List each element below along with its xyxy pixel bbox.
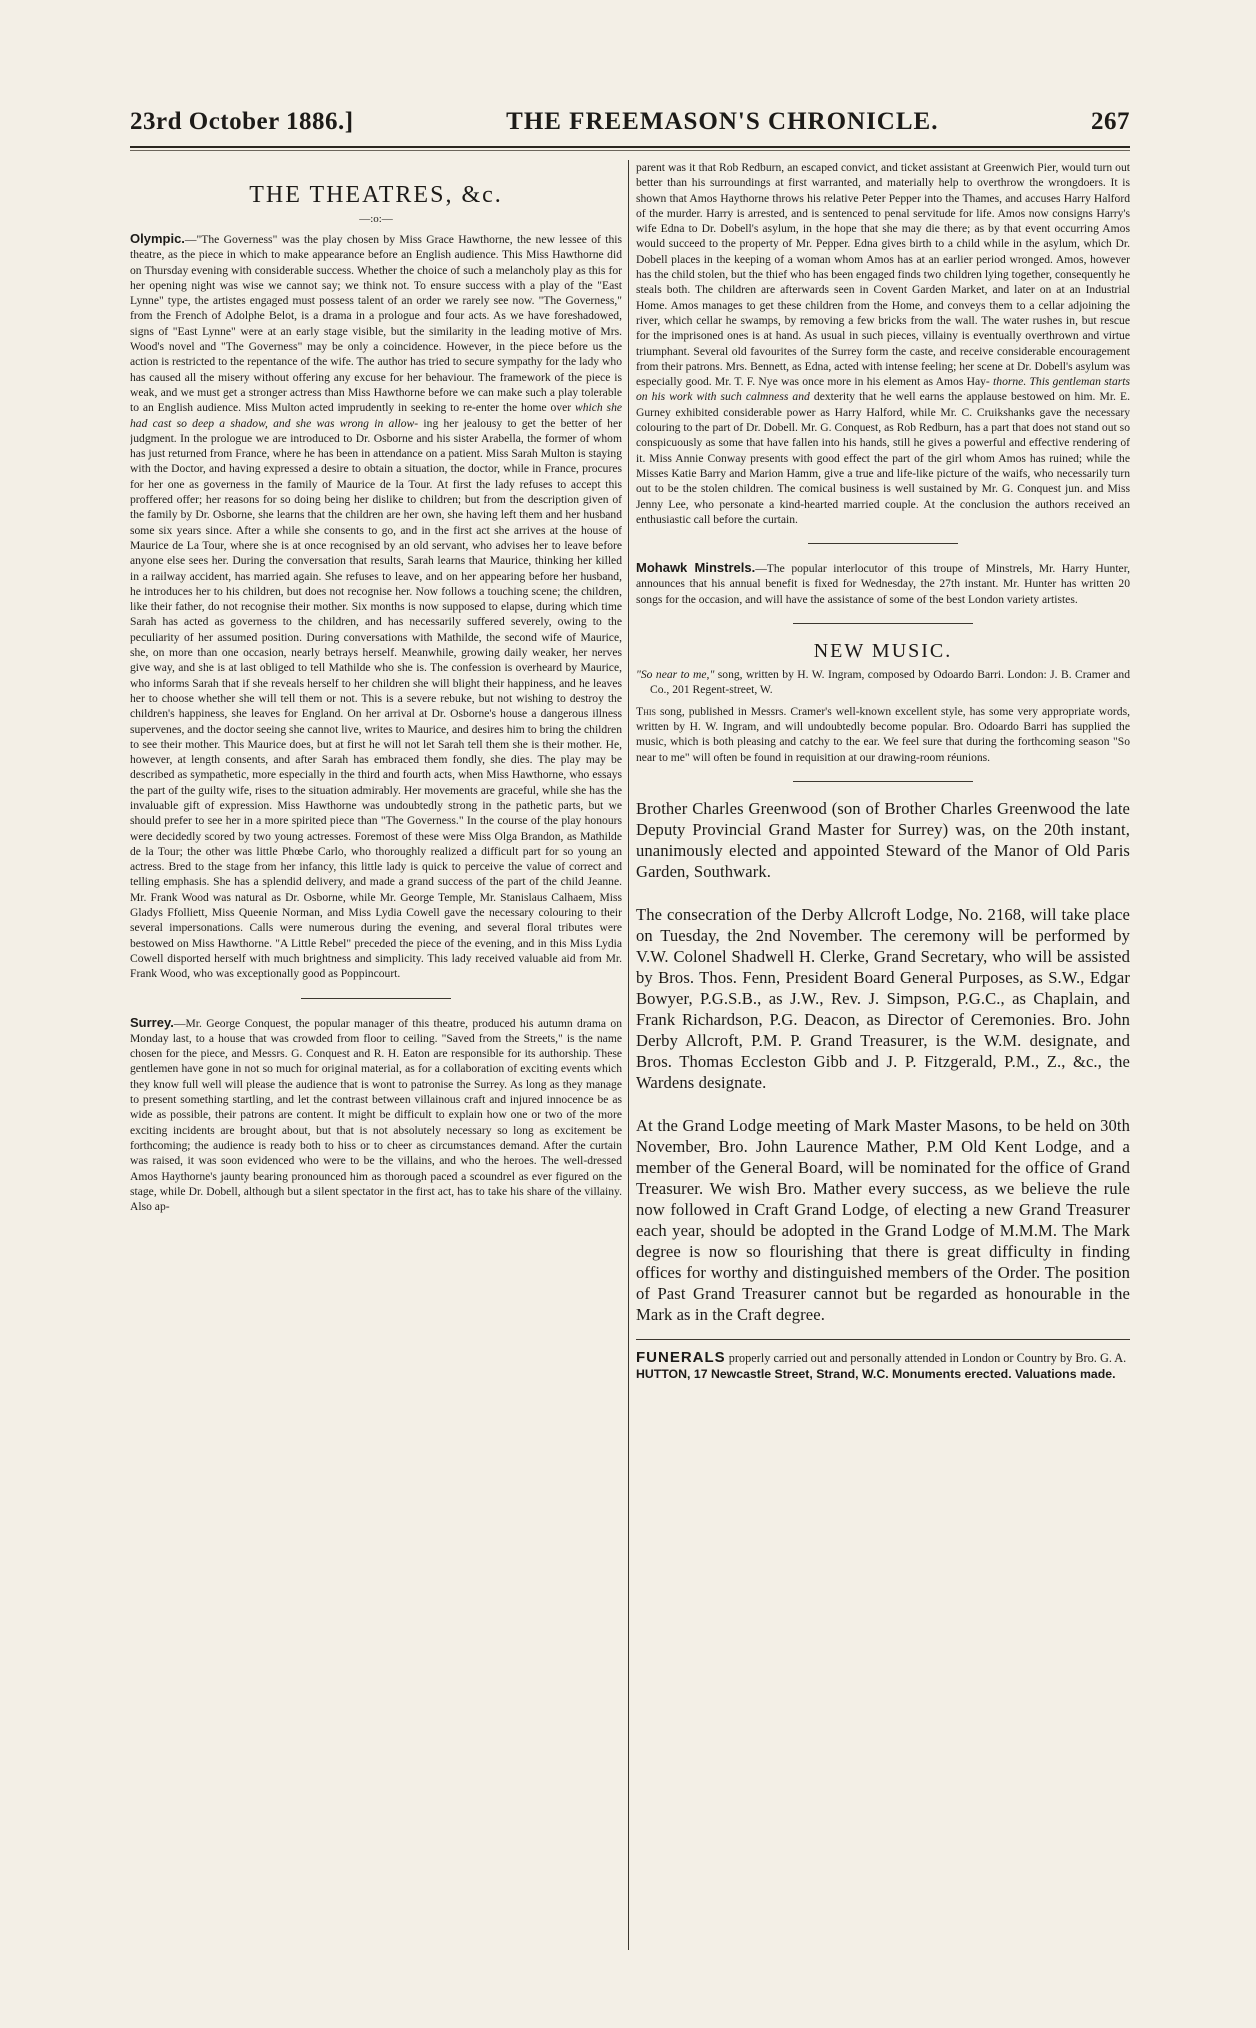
- page-header: [130, 108, 1130, 144]
- olympic-heading: Olympic.: [130, 231, 185, 246]
- spacer: [636, 882, 1130, 904]
- song-title: "So near to me,": [636, 668, 715, 682]
- song-citation: song, written by H. W. Ingram, composed by Odoardo Barri. London: J. B. Cramer and Co., 201 Regent-street, W.: [650, 668, 1130, 697]
- section-ornament: —:o:—: [359, 213, 393, 225]
- funerals-advertisement: [636, 1339, 1130, 1382]
- olympic-article: [130, 231, 622, 982]
- funerals-heading: FUNERALS: [636, 1348, 726, 1366]
- article-divider: [301, 998, 451, 999]
- page-number: 267: [1091, 108, 1130, 135]
- surrey-text: —Mr. George Conquest, the popular manager of this theatre, produced his autumn drama on Monday last, to a house that was crowded from floor to ceiling. "Saved from the Streets," is the name chosen for the piece, and Messrs. G. Conquest and R. H. Eaton are responsible for its authorship. These gentlemen have gone in not so much for original material, as for a collaboration of exciting events which they know full well will please the audience that is wont to patronise the Surrey. As long as they manage to present something startling, and let the contrast between villainous craft and injured innocence be as wide as possible, their patrons are content. It might be difficult to explain how one or two of the more exciting incidents are brought about, but that is not absolutely necessary so long as excitement be forthcoming; the audience is ready both to hiss or to cheer as circumstances demand. After the curtain was raised, it was soon evidenced who were to be the villains, and who the heroes. The well-dressed Amos Haythorne's jaunty bearing pronounced him as thorough paced a scoundrel as ever figured on the stage, while Dr. Dobell, although but a silent spectator in the first act, has to take his share of the villainy. Also ap-: [130, 1016, 622, 1214]
- header-rule-thin: [130, 150, 1130, 151]
- left-column: [130, 160, 622, 1968]
- mohawk-text: —The popular interlocutor of this troupe of Minstrels, Mr. Harry Hunter, announces that his annual benefit is fixed for Wednesday, the 27th instant. Mr. Hunter has written 20 songs for the occasion, and will have the assistance of some of the best London variety artistes.: [636, 562, 1130, 606]
- music-review: [636, 704, 1130, 765]
- spacer: [636, 1093, 1130, 1115]
- derby-allcroft-notice: The consecration of the Derby Allcroft Lodge, No. 2168, will take place on Tuesday, the 2nd November. The ceremony will be performed by V.W. Colonel Shadwell H. Clerke, Grand Secretary, who will be assisted by Bros. Thos. Fenn, President Board General Purposes, as S.W., Edgar Bowyer, P.G.S.B., as J.W., Rev. J. Simpson, P.G.C., as Chaplain, and Frank Richardson, P.G. Deacon, as Director of Ceremonies. Bro. John Derby Allcroft, P.M. P. Grand Treasurer, is the W.M. designate, and Bros. Thomas Eccleston Gibb and J. P. Fitzgerald, P.M., Z., &c., the Wardens designate.: [636, 904, 1130, 1092]
- funerals-name: HUTTON: [636, 1366, 688, 1381]
- new-music-title: NEW MUSIC.: [813, 640, 953, 663]
- surrey-heading: Surrey.: [130, 1014, 174, 1030]
- surrey-article-continued: [636, 160, 1130, 527]
- newspaper-title: THE FREEMASON'S CHRONICLE.: [506, 108, 939, 135]
- music-review-text: song, published in Messrs. Cramer's well-known excellent style, has some very appropriate words, written by H. W. Ingram, and will undoubtedly become popular. Bro. Odoardo Barri has supplied the music, which is both pleasing and catchy to the ear. We feel sure that during the forthcoming season "So near to me" will often be found in requisition at our drawing-room réunions.: [636, 704, 1130, 764]
- greenwood-notice: Brother Charles Greenwood (son of Brother Charles Greenwood the late Deputy Provincial Grand Master for Surrey) was, on the 20th instant, unanimously elected and appointed Steward of the Manor of Old Paris Garden, Southwark.: [636, 798, 1130, 881]
- funerals-text: properly carried out and personally attended in London or Country by Bro. G. A.: [725, 1350, 1127, 1365]
- mohawk-article: [636, 560, 1130, 607]
- surrey-cont-italic-line: thorne. This gentleman starts on his work with such calmness and: [636, 375, 1130, 404]
- surrey-article: [130, 1015, 622, 1215]
- column-separator: [628, 160, 629, 1950]
- article-divider: [808, 543, 958, 544]
- issue-date: 23rd October 1886.]: [130, 108, 354, 135]
- mohawk-heading: Mohawk Minstrels.: [636, 560, 756, 576]
- music-citation: [636, 667, 1130, 698]
- right-column: [636, 160, 1130, 1968]
- header-rule: [130, 146, 1130, 148]
- section-divider: [793, 623, 973, 624]
- music-first-word: This: [636, 704, 656, 718]
- surrey-cont-text-1: parent was it that Rob Redburn, an escaped convict, and ticket assistant at Greenwich Pier, would turn out better than his surroundings at first warranted, and materially help to overthrow the wrongdoers. It is shown that Amos Haythorne throws his relative Peter Pepper into the Thames, and accuses Harry Halford of the murder. Harry is arrested, and is sentenced to penal servitude for life. Amos now consigns Harry's wife Edna to Dr. Dobell's asylum, in the hope that she may die there; as by that event occurring Amos would succeed to the property of Mr. Pepper. Edna gives birth to a child while in the asylum, which Dr. Dobell places in the keeping of a woman whom Amos has at an earlier period wronged. Amos, however has the child stolen, but the thief who has been engaged finds two children lying together, consequently he steals both. The children are afterwards seen in Covent Garden Market, and later on at an Industrial Home. Amos manages to get these children from the Home, and conveys them to a cellar adjoining the river, which cellar he swamps, by removing a few bricks from the wall. The water rushes in, but rescue for the imprisoned ones is at hand. As usual in such pieces, villainy is eventually overthrown and virtue triumphant. Several old favourites of the Surrey form the caste, and receive considerable encouragement from their patrons. Mrs. Bennett, as Edna, acted with intense feeling; her scene at Dr. Dobell's asylum was especially good. Mr. T. F. Nye was once more in his element as Amos Hay-: [636, 161, 1130, 389]
- mark-masons-notice: At the Grand Lodge meeting of Mark Master Masons, to be held on 30th November, Bro. John Laurence Mather, P.M Old Kent Lodge, and a member of the General Board, will be nominated for the office of Grand Treasurer. We wish Bro. Mather every success, as we believe the rule now followed in Craft Grand Lodge, of electing a new Grand Treasurer each year, should be adopted in the Grand Lodge of M.M.M. The Mark degree is now so flourishing that there is great difficulty in finding offices for worthy and distinguished members of the Order. The position of Past Grand Treasurer cannot but be regarded as honourable in the Mark as in the Craft degree.: [636, 1115, 1130, 1324]
- funerals-address: , 17 Newcastle Street, Strand, W.C. Monuments erected. Valuations made.: [687, 1366, 1116, 1381]
- surrey-cont-text-2: dexterity that he well earns the applause bestowed on him. Mr. E. Gurney exhibited considerable power as Harry Halford, while Mr. C. Cruikshanks gave the necessary colouring to the part of Dr. Dobell. Mr. G. Conquest, as Rob Redburn, has a part that does not stand out so conspicuously as some that have fallen into his hands, still he gives a powerful and effective rendering of it. Miss Annie Conway presents with good effect the part of the girl whom Amos has ruined; while the Misses Katie Barry and Marion Hamm, give a true and life-like picture of the waifs, who necessarily turn out to be the stolen children. The comical business is well sustained by Mr. G. Conquest jun. and Miss Jenny Lee, who personate a kind-hearted married couple. At the conclusion the authors received an enthusiastic call before the curtain.: [636, 390, 1130, 526]
- olympic-text-2: ing her jealousy to get the better of her judgment. In the prologue we are introduced to Dr. Osborne and his sister Arabella, the former of whom has just returned from France, where he has been in attendance on a patient. Miss Sarah Multon is staying with the Doctor, and having expressed a desire to obtain a situation, the doctor, while in France, procures for her one as governess in the family of Maurice de la Tour. At first the lady refuses to accept this proffered offer; her reasons for so doing being her dislike to children; but from the description given of the family by Dr. Osborne, she learns that the children are her own, she having left them and her husband some six years since. After a while she consents to go, and in the first act she arrives at the house of Maurice de La Tour, where she is at once recognised by an old servant, who advises her to leave before anyone else sees her. During the conversation that results, Sarah learns that Maurice, thinking her killed in a railway accident, has married again. She refuses to leave, and on her appearing before her husband, he introduces her to his children, but does not recognise her. Now follows a touching scene; the children, like their father, do not recognise their mother. Six months is now supposed to elapse, during which time Sarah has acted as governess to the children, and has necessarily suffered severely, owing to the peculiarity of her assumed position. During conversations with Mathilde, the second wife of Maurice, she, on more than one occasion, nearly betrays herself. Meanwhile, growing daily weaker, her nerves give way, and she is at last obliged to tell Mathilde who she is. The confession is overheard by Maurice, who informs Sarah that if she reveals herself to her children she will blight their happiness, and he leaves her to choose whether she will tell them or not. This is a severe rebuke, but not wishing to destroy the children's happiness, she leaves for England. On her arrival at Dr. Osborne's house a dangerous illness supervenes, and the doctor seeing she cannot live, writes to Maurice, and desires him to bring the children to see their mother. This Maurice does, but at first he will not let Sarah tell them she is their mother. He, however, at length consents, and after Sarah has embraced them fondly, she dies. The play may be described as sympathetic, more especially in the third and fourth acts, when Miss Hawthorne, who essays the part of the guilty wife, rises to the situation admirably. Her movements are graceful, while she has the invaluable gift of expression. Miss Hawthorne was undoubtedly strong in the pathetic parts, but we should prefer to see her in a more spirited piece than "The Governess." In the course of the play honours were decidedly scored by two young actresses. Foremost of these were Miss Olga Brandon, as Mathilde de la Tour; the other was little Phœbe Carlo, who thoroughly realized a difficult part for so young an actress. Bred to the stage from her infancy, this little lady is quick to perceive the value of correct and telling emphasis. She has a splendid delivery, and made a grand success of the part of the child Jeanne. Mr. Frank Wood was natural as Dr. Osborne, while Mr. George Temple, Mr. Stanislaus Calhaem, Miss Gladys Ffolliett, Miss Queenie Norman, and Miss Lydia Cowell gave the necessary colouring to their several impersonations. Calls were numerous during the evening, and several floral tributes were bestowed on Miss Hawthorne. "A Little Rebel" preceded the piece of the evening, and in this Miss Lydia Cowell disported herself with much brightness and simplicity. This lady received valuable aid from Mr. Frank Wood, who was exceptionally good as Poppincourt.: [130, 416, 622, 981]
- olympic-italic-line: which she had cast so deep a shadow, and she was wrong in allow-: [130, 401, 622, 430]
- theatres-section-title: THE THEATRES, &c.: [249, 182, 503, 208]
- olympic-text-1: —"The Governess" was the play chosen by Miss Grace Hawthorne, the new lessee of this theatre, as the piece in which to make appearance before an English audience. This Miss Hawthorne did on Thursday evening with considerable success. Whether the choice of such a melancholy play as this for her opening night was wise we cannot say; we think not. To ensure success with a play of the "East Lynne" type, the artistes engaged must possess talent of an order we rarely see now. "The Governess," from the French of Adolphe Belot, is a drama in a prologue and four acts. As we have foreshadowed, signs of "East Lynne" were at an early stage visible, but the similarity in the leading motive of Mrs. Wood's novel and "The Governess" may be only a coincidence. However, in the piece before us the action is restricted to the repentance of the wife. The author has tried to secure sympathy for the lady who has caused all the misery without offering any excuse for her behaviour. The framework of the piece is weak, and we must get a stronger actress than Miss Hawthorne before we can make such a play tolerable to an English audience. Miss Multon acted imprudently in seeking to re-enter the home over: [130, 233, 622, 415]
- section-divider: [793, 781, 973, 782]
